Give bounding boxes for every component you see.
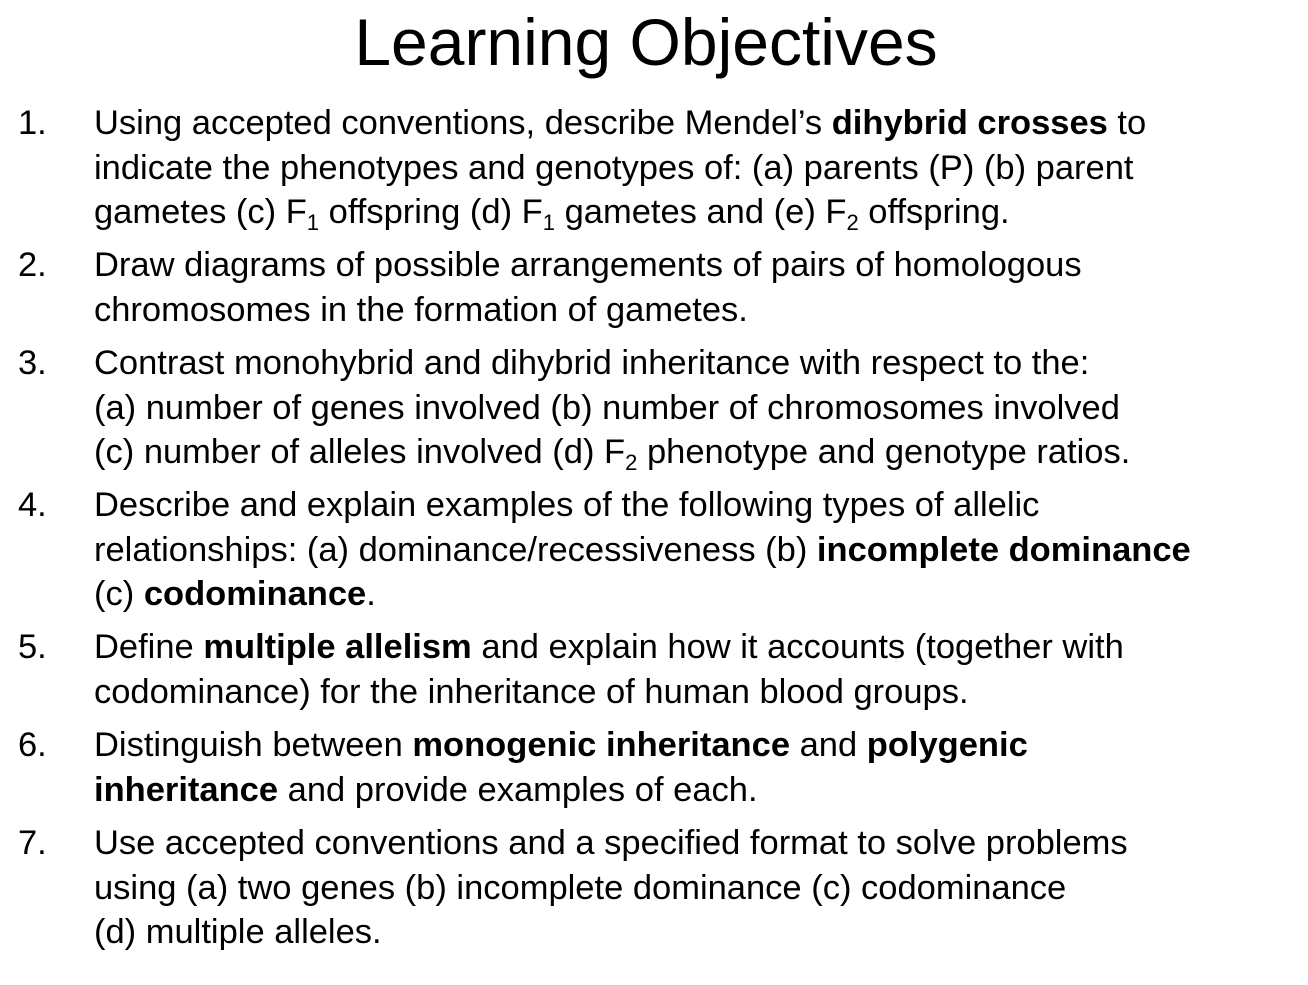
objective-text-run: codominance) for the inheritance of human blood groups. [94, 672, 969, 711]
objective-text [94, 483, 1308, 617]
key-term: polygenic [866, 726, 1028, 764]
objective-number: 4. [18, 486, 47, 524]
objective-text-run: and provide examples of each. [278, 770, 758, 809]
subscript-text: 1 [542, 210, 555, 235]
objective-line [94, 288, 1308, 333]
objective-line [94, 670, 1308, 715]
key-term: codominance [143, 575, 367, 613]
objective-line [94, 821, 1308, 866]
key-term: multiple allelism [203, 628, 472, 666]
objective-text-run: relationships: (a) dominance/recessiveness (b) [94, 530, 817, 569]
objective-text-run: . [366, 575, 376, 613]
objective-text-run: (c) [94, 575, 144, 613]
objective-number: 2. [18, 246, 47, 284]
objective-line [94, 146, 1308, 191]
objective-line [94, 768, 1308, 813]
objective-text-run: offspring (d) F [319, 193, 543, 231]
objective-text-run: chromosomes in the formation of gametes. [94, 290, 748, 329]
objective-text-run: indicate the phenotypes and genotypes of: (a) parents (P) (b) parent [94, 148, 1134, 187]
objective-text-run: Distinguish between [94, 726, 413, 764]
objective-number: 5. [18, 628, 47, 666]
subscript-text: 2 [625, 450, 638, 475]
objective-number: 6. [18, 726, 47, 764]
objective-line [94, 723, 1308, 768]
objective-line [94, 430, 1308, 475]
objective-line [94, 528, 1308, 573]
objective-line [94, 243, 1308, 288]
objective-number: 7. [18, 824, 47, 862]
objective-text-run: gametes and (e) F [555, 193, 847, 231]
objective-line [94, 341, 1308, 386]
key-term: incomplete dominance [816, 530, 1191, 569]
objective-text-run: and [790, 726, 867, 764]
objective-text-run: (d) multiple alleles. [94, 913, 382, 951]
objective-text [94, 723, 1308, 812]
key-term: monogenic inheritance [412, 726, 791, 764]
objective-text-run: Contrast monohybrid and dihybrid inheritance with respect to the: [94, 344, 1090, 382]
objective-text-run: Using accepted conventions, describe Mendel’s [94, 104, 832, 142]
objective-text [94, 243, 1308, 332]
objective-text-run: Define [94, 628, 204, 666]
objective-text [94, 625, 1308, 714]
objective-text-run: (a) number of genes involved (b) number of chromosomes involved [94, 388, 1120, 427]
subscript-text: 2 [846, 210, 859, 235]
objective-text-run: gametes (c) F [94, 193, 307, 231]
objective-text-run: using (a) two genes (b) incomplete dominance (c) codominance [94, 868, 1067, 907]
objective-line [94, 386, 1308, 431]
objective-text-run: (c) number of alleles involved (d) F [94, 433, 626, 471]
objective-line [94, 910, 1308, 955]
objective-line [94, 866, 1308, 911]
key-term: inheritance [94, 770, 279, 809]
objective-line [94, 625, 1308, 670]
objective-line [94, 483, 1308, 528]
objective-number: 3. [18, 344, 47, 382]
page-title: Learning Objectives [354, 5, 938, 79]
objective-text-run: Describe and explain examples of the following types of allelic [94, 486, 1040, 524]
objective-text-run: Use accepted conventions and a specified format to solve problems [94, 824, 1128, 862]
objective-line [94, 190, 1308, 235]
objective-text-run: Draw diagrams of possible arrangements of pairs of homologous [94, 246, 1082, 284]
objective-text [94, 341, 1308, 475]
objective-text-run: offspring. [858, 193, 1010, 231]
objective-text [94, 101, 1308, 235]
objective-text-run: and explain how it accounts (together with [471, 628, 1124, 666]
objective-text-run: phenotype and genotype ratios. [637, 433, 1131, 471]
subscript-text: 1 [306, 210, 320, 235]
objective-line [94, 101, 1308, 146]
objective-text-run: to [1107, 104, 1147, 142]
objective-text [94, 821, 1308, 955]
objective-line [94, 572, 1308, 617]
objective-number: 1. [18, 104, 47, 142]
key-term: dihybrid crosses [831, 104, 1108, 142]
